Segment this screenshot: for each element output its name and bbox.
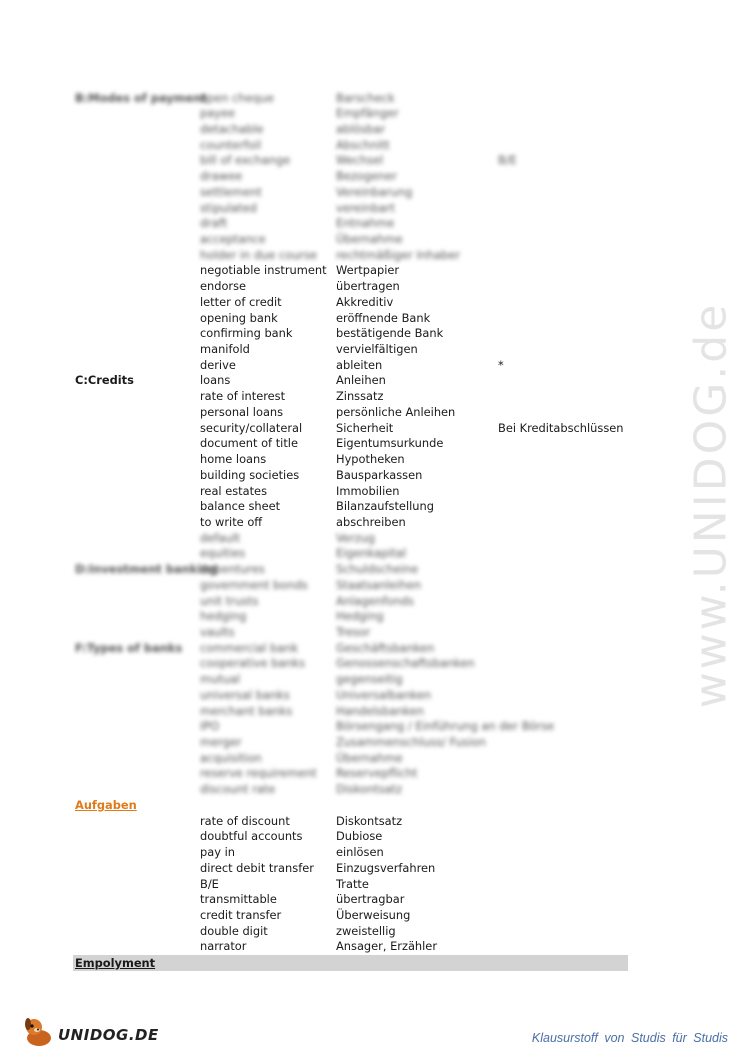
german-term: Entnahme [336, 216, 395, 231]
vocab-row [0, 751, 750, 767]
vocab-row [0, 641, 750, 657]
german-term: Sicherheit [336, 420, 394, 435]
vocab-row [0, 531, 750, 547]
german-term: Ansager, Erzähler [336, 939, 438, 954]
english-term: hedging [200, 609, 247, 624]
vocab-row [0, 719, 750, 735]
vocab-row [0, 484, 750, 500]
unidog-logo[interactable] [22, 1014, 159, 1052]
vocab-row [0, 499, 750, 515]
vocab-row [0, 185, 750, 201]
footer-tagline: Klausurstoff von Studis für Studis [531, 1031, 728, 1045]
german-term: Bezogener [336, 169, 397, 184]
vocab-row [0, 263, 750, 279]
german-term: Diskontsatz [336, 813, 403, 828]
german-term: Tresor [336, 624, 371, 639]
vocab-row [0, 656, 750, 672]
vocab-row [0, 279, 750, 295]
vocab-row [0, 877, 750, 893]
vocab-row [0, 845, 750, 861]
vocab-row [0, 468, 750, 484]
english-term: opening bank [200, 310, 278, 325]
vocab-row [0, 609, 750, 625]
english-term: payee [200, 106, 235, 121]
english-term: letter of credit [200, 294, 282, 309]
german-term: Abschnitt [336, 137, 390, 152]
german-term: Bilanzaufstellung [336, 499, 434, 514]
vocab-row [0, 452, 750, 468]
english-term: manifold [200, 342, 250, 357]
german-term: abschreiben [336, 514, 406, 529]
vocab-row [0, 861, 750, 877]
german-term: vereinbart [336, 200, 395, 215]
german-term: ablösbar [336, 121, 386, 136]
german-term: Wechsel [336, 153, 384, 168]
english-term: real estates [200, 483, 268, 498]
english-term: security/collateral [200, 420, 303, 435]
english-term: rate of discount [200, 813, 290, 828]
vocab-row [0, 766, 750, 782]
vocab-row [0, 405, 750, 421]
english-term: detachable [200, 121, 264, 136]
watermark: www.UNIDOG.de [685, 301, 737, 709]
english-term: open cheque [200, 90, 274, 105]
english-term: personal loans [200, 404, 284, 419]
english-term: mutual [200, 672, 241, 687]
section-aufgaben-link[interactable]: Aufgaben [75, 797, 137, 812]
vocab-row [0, 735, 750, 751]
section-b-heading: B:Modes of payment [75, 90, 207, 105]
english-term: pay in [200, 845, 235, 860]
english-term: merchant banks [200, 703, 293, 718]
english-term: B/E [200, 876, 219, 891]
english-term: merger [200, 735, 242, 750]
vocab-row [0, 798, 750, 814]
section-f-heading: F:Types of banks [75, 640, 183, 655]
english-term: stipulated [200, 200, 257, 215]
english-term: bill of exchange [200, 153, 291, 168]
english-term: default [200, 530, 241, 545]
vocab-row [0, 814, 750, 830]
german-term: Genossenschaftsbanken [336, 656, 475, 671]
english-term: vaults [200, 624, 235, 639]
vocab-row [0, 594, 750, 610]
german-term: einlösen [336, 845, 384, 860]
vocab-row [0, 389, 750, 405]
german-term: Geschäftsbanken [336, 640, 435, 655]
german-term: Handelsbanken [336, 703, 424, 718]
vocab-row [0, 373, 750, 389]
english-term: discount rate [200, 782, 276, 797]
vocab-row [0, 924, 750, 940]
english-term: to write off [200, 514, 263, 529]
english-term: settlement [200, 184, 262, 199]
vocab-row [0, 782, 750, 798]
vocab-row [0, 562, 750, 578]
vocab-row [0, 829, 750, 845]
vocab-row [0, 169, 750, 185]
german-term: Übernahme [336, 231, 403, 246]
vocab-row [0, 892, 750, 908]
section-employment-label: Empolyment [75, 956, 156, 970]
english-term: unit trusts [200, 593, 259, 608]
english-term: drawee [200, 169, 243, 184]
english-term: acceptance [200, 231, 266, 246]
german-term: Börsengang / Einführung an der Börse [336, 719, 555, 734]
vocab-row [0, 232, 750, 248]
english-term: debentures [200, 562, 265, 577]
vocab-row [0, 939, 750, 955]
german-term: eröffnende Bank [336, 310, 431, 325]
vocab-row [0, 311, 750, 327]
vocab-row [0, 688, 750, 704]
vocab-row [0, 248, 750, 264]
german-term: Empfänger [336, 106, 399, 121]
german-term: persönliche Anleihen [336, 404, 456, 419]
german-term: übertragbar [336, 892, 405, 907]
vocab-row [0, 342, 750, 358]
english-term: equities [200, 546, 246, 561]
german-term: Eigentumsurkunde [336, 436, 444, 451]
german-term: Hypotheken [336, 452, 405, 467]
german-term: Verzug [336, 530, 376, 545]
german-term: Überweisung [336, 907, 411, 922]
german-term: Universalbanken [336, 687, 432, 702]
english-term: double digit [200, 923, 268, 938]
english-term: endorse [200, 279, 247, 294]
german-term: Einzugsverfahren [336, 860, 436, 875]
vocab-row [0, 515, 750, 531]
english-term: universal banks [200, 687, 290, 702]
vocab-row [0, 153, 750, 169]
german-term: Bausparkassen [336, 467, 423, 482]
english-term: transmittable [200, 892, 277, 907]
note: * [498, 357, 504, 372]
vocab-row [0, 578, 750, 594]
german-term: Immobilien [336, 483, 400, 498]
german-term: Vereinbarung [336, 184, 413, 199]
english-term: building societies [200, 467, 300, 482]
english-term: reserve requirement [200, 766, 317, 781]
english-term: direct debit transfer [200, 860, 314, 875]
vocab-row [0, 546, 750, 562]
dog-icon [22, 1014, 58, 1050]
german-term: Anlagenfonds [336, 593, 414, 608]
section-d-heading: D:Investment banking [75, 562, 218, 577]
german-term: Schuldscheine [336, 562, 419, 577]
german-term: ableiten [336, 357, 383, 372]
german-term: Übernahme [336, 750, 403, 765]
english-term: negotiable instrument [200, 263, 327, 278]
vocab-row [0, 326, 750, 342]
english-term: acquisition [200, 750, 262, 765]
german-term: Zinssatz [336, 389, 384, 404]
vocab-row [0, 122, 750, 138]
german-term: Zusammenschluss/ Fusion [336, 735, 486, 750]
german-term: Diskontsatz [336, 782, 403, 797]
english-term: cooperative banks [200, 656, 306, 671]
english-term: government bonds [200, 577, 308, 592]
english-term: document of title [200, 436, 298, 451]
english-term: balance sheet [200, 499, 281, 514]
german-term: Barscheck [336, 90, 395, 105]
german-term: Hedging [336, 609, 384, 624]
english-term: confirming bank [200, 326, 293, 341]
german-term: vervielfältigen [336, 342, 418, 357]
vocab-row [0, 106, 750, 122]
german-term: Staatsanleihen [336, 577, 422, 592]
german-term: Dubiose [336, 829, 383, 844]
vocab-row [0, 421, 750, 437]
german-term: Tratte [336, 876, 369, 891]
logo-text: UNIDOG.DE [58, 1026, 159, 1044]
english-term: narrator [200, 939, 247, 954]
german-term: übertragen [336, 279, 400, 294]
english-term: IPO [200, 719, 220, 734]
german-term: Reservepflicht [336, 766, 418, 781]
vocab-row [0, 908, 750, 924]
german-term: Akkreditiv [336, 294, 394, 309]
english-term: doubtful accounts [200, 829, 303, 844]
german-term: bestätigende Bank [336, 326, 444, 341]
german-term: rechtmäßiger Inhaber [336, 247, 461, 262]
english-term: holder in due course [200, 247, 318, 262]
english-term: credit transfer [200, 907, 282, 922]
english-term: counterfoil [200, 137, 262, 152]
english-term: home loans [200, 452, 267, 467]
german-term: zweistellig [336, 923, 396, 938]
english-term: commercial bank [200, 640, 299, 655]
vocab-row [0, 91, 750, 107]
vocab-row [0, 201, 750, 217]
english-term: draft [200, 216, 228, 231]
vocab-row [0, 138, 750, 154]
german-term: Anleihen [336, 373, 386, 388]
section-employment [73, 955, 628, 971]
german-term: Wertpapier [336, 263, 400, 278]
vocab-row [0, 216, 750, 232]
german-term: Eigenkapital [336, 546, 407, 561]
english-term: loans [200, 373, 231, 388]
english-term: rate of interest [200, 389, 286, 404]
vocab-row [0, 704, 750, 720]
vocab-row [0, 625, 750, 641]
english-term: derive [200, 357, 236, 372]
german-term: gegenseitig [336, 672, 403, 687]
vocab-row [0, 672, 750, 688]
vocab-row [0, 358, 750, 374]
section-c-heading: C:Credits [75, 373, 134, 388]
vocab-row [0, 295, 750, 311]
note: B/E [498, 153, 517, 168]
note: Bei Kreditabschlüssen [498, 420, 624, 435]
vocab-row [0, 436, 750, 452]
